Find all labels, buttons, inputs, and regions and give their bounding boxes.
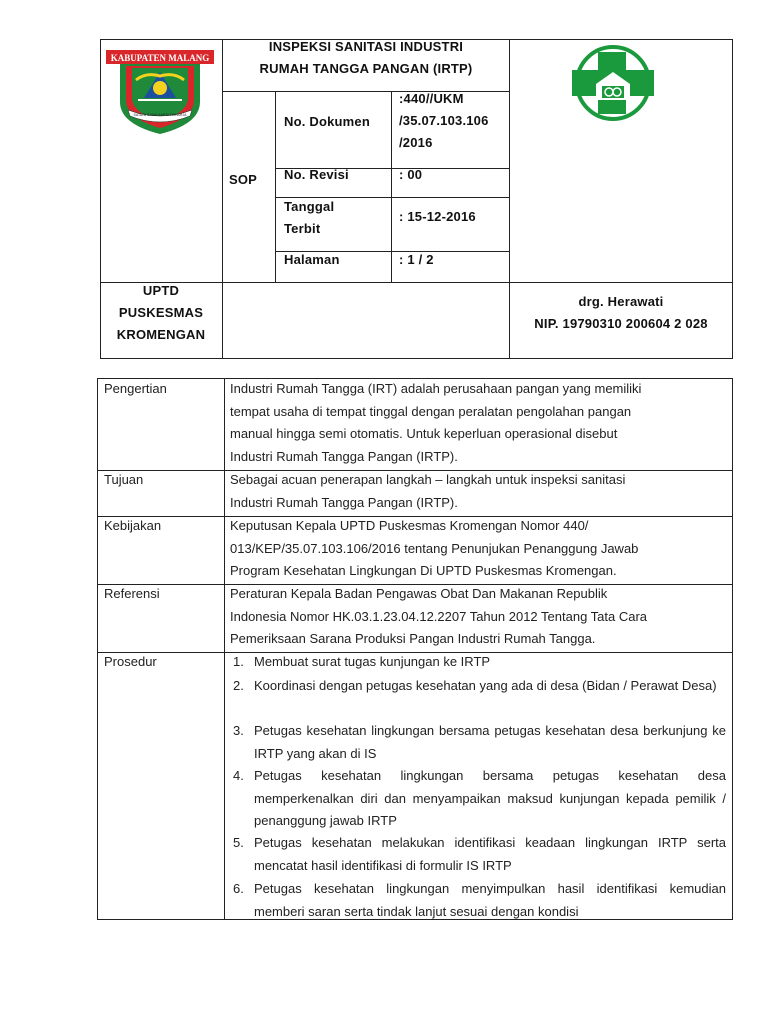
prosedur-item-number: 6.	[233, 881, 244, 896]
puskesmas-logo	[568, 44, 658, 122]
header-border-right	[732, 39, 733, 359]
no-dokumen-value-line3: /2016	[399, 135, 433, 150]
halaman-value: : 1 / 2	[399, 252, 434, 267]
tanggal-label-line2: Terbit	[284, 221, 321, 236]
pengertian-label: Pengertian	[104, 381, 167, 396]
org-line2: PUSKESMAS	[118, 305, 204, 320]
signer-name: drg. Herawati	[578, 294, 664, 309]
no-dokumen-label: No. Dokumen	[284, 114, 370, 129]
header-divider-sop	[275, 91, 276, 283]
tujuan-line: Sebagai acuan penerapan langkah – langkah untuk inspeksi sanitasi	[230, 472, 626, 487]
prosedur-item-text: Koordinasi dengan petugas kesehatan yang ada di desa (Bidan / Perawat Desa)	[254, 678, 717, 693]
referensi-text	[230, 583, 726, 651]
document-title	[222, 36, 510, 80]
no-dokumen-value-line2: /35.07.103.106	[399, 113, 489, 128]
prosedur-item-5	[233, 832, 726, 877]
content-border-right	[732, 378, 733, 920]
signer-block	[510, 291, 732, 335]
pengertian-text	[230, 378, 726, 468]
svg-text:KABUPATEN MALANG: KABUPATEN MALANG	[110, 53, 210, 63]
document-title-line2: RUMAH TANGGA PANGAN (IRTP)	[259, 61, 473, 76]
kebijakan-text	[230, 515, 726, 583]
org-line3: KROMENGAN	[116, 327, 206, 342]
kebijakan-line: Program Kesehatan Lingkungan Di UPTD Puskesmas Kromengan.	[230, 563, 617, 578]
referensi-line: Peraturan Kepala Badan Pengawas Obat Dan Makanan Republik	[230, 586, 608, 601]
prosedur-item-6	[233, 878, 726, 923]
prosedur-label: Prosedur	[104, 654, 157, 669]
pengertian-line: Industri Rumah Tangga Pangan (IRTP).	[230, 448, 458, 464]
sop-label: SOP	[229, 172, 258, 187]
tujuan-label: Tujuan	[104, 472, 144, 487]
referensi-line: Indonesia Nomor HK.03.1.23.04.12.2207 Tahun 2012 Tentang Tata Cara	[230, 608, 648, 624]
prosedur-item-number: 1.	[233, 654, 244, 669]
svg-text:SATATA GAMA KARTA RAHARJA: SATATA GAMA KARTA RAHARJA	[133, 113, 187, 117]
prosedur-item-2	[233, 675, 726, 698]
no-revisi-label: No. Revisi	[284, 167, 349, 182]
prosedur-item-1	[233, 651, 726, 674]
referensi-line: Pemeriksaan Sarana Produksi Pangan Industri Rumah Tangga.	[230, 631, 596, 646]
tujuan-line: Industri Rumah Tangga Pangan (IRTP).	[230, 494, 458, 510]
kabupaten-malang-logo	[106, 50, 214, 134]
pengertian-line: tempat usaha di tempat tinggal dengan peralatan pengolahan pangan	[230, 403, 632, 419]
prosedur-item-text: Petugas kesehatan lingkungan bersama petugas kesehatan desa berkunjung ke IRTP yang akan di IS	[254, 723, 726, 761]
tanggal-terbit-label	[284, 196, 334, 240]
content-column-divider	[224, 378, 225, 920]
prosedur-item-3	[233, 720, 726, 765]
organization-name	[100, 280, 222, 346]
no-revisi-value: : 00	[399, 167, 423, 182]
signer-nip: NIP. 19790310 200604 2 028	[534, 316, 708, 331]
referensi-label: Referensi	[104, 586, 160, 601]
tanggal-label-line1: Tanggal	[284, 199, 335, 214]
kebijakan-line: Keputusan Kepala UPTD Puskesmas Kromengan Nomor 440/	[230, 518, 589, 533]
kebijakan-line: 013/KEP/35.07.103.106/2016 tentang Penunjukan Penanggung Jawab	[230, 540, 639, 556]
tujuan-text	[230, 469, 726, 514]
header-border-bottom	[100, 358, 733, 359]
prosedur-item-number: 3.	[233, 723, 244, 738]
no-dokumen-value-line1: :440//UKM	[399, 91, 464, 106]
prosedur-item-number: 5.	[233, 835, 244, 850]
prosedur-item-number: 2.	[233, 678, 244, 693]
prosedur-item-4	[233, 765, 726, 833]
prosedur-item-text: Petugas kesehatan lingkungan menyimpulkan hasil identifikasi kemudian memberi saran serta tindak lanjut sesuai dengan kondisi	[254, 881, 726, 919]
header-divider-values	[391, 91, 392, 283]
tanggal-terbit-value: : 15-12-2016	[399, 209, 476, 224]
no-dokumen-value	[399, 88, 489, 154]
prosedur-item-text: Petugas kesehatan lingkungan bersama petugas kesehatan desa memperkenalkan diri dan menyampaikan maksud kunjungan kepada pemilik / penanggung jawab IRTP	[254, 768, 726, 828]
pengertian-line: manual hingga semi otomatis. Untuk keperluan operasional disebut	[230, 426, 618, 441]
prosedur-item-text: Petugas kesehatan melakukan identifikasi keadaan lingkungan IRTP serta mencatat hasil identifikasi di formulir IS IRTP	[254, 835, 726, 873]
prosedur-item-text: Membuat surat tugas kunjungan ke IRTP	[254, 654, 491, 669]
prosedur-item-number: 4.	[233, 768, 244, 783]
kebijakan-label: Kebijakan	[104, 518, 162, 533]
content-border-left	[97, 378, 98, 920]
org-line1: UPTD	[142, 283, 180, 298]
document-title-line1: INSPEKSI SANITASI INDUSTRI	[268, 39, 464, 54]
halaman-label: Halaman	[284, 252, 340, 267]
header-divider-left	[222, 39, 223, 359]
pengertian-line: Industri Rumah Tangga (IRT) adalah perusahaan pangan yang memiliki	[230, 381, 642, 396]
